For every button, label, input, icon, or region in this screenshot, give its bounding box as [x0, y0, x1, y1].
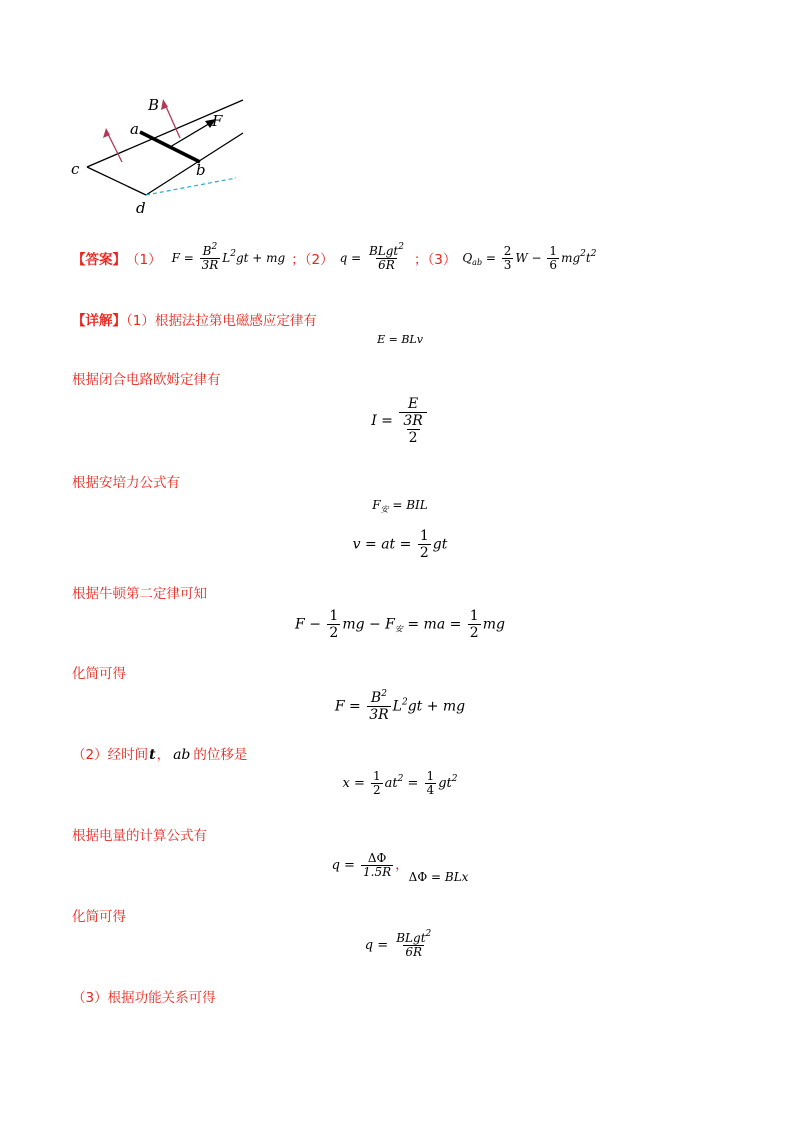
label-a: a [130, 120, 139, 138]
eq-charge-result: q = $\frac{BLgt^2}{6R}$ [364, 929, 432, 959]
answer-part-3: ；（3） [413, 252, 457, 268]
detail-text-9: （3）根据功能关系可得 [72, 990, 216, 1006]
label-b: b [196, 161, 206, 179]
eq-charge: q = $\frac{\Delta\Phi}{1.5R}$ ，ΔΦ = BLx [331, 851, 469, 884]
eq-velocity: v = at = $\frac{1}{2}$ gt [352, 528, 448, 561]
answer-tag: 【答案】 [72, 252, 126, 268]
sub-an-2: 安 [394, 624, 403, 634]
label-B: B [148, 96, 160, 114]
eq-emf: E = BLv [377, 333, 423, 346]
end-rail-cd [87, 167, 146, 195]
answer-formula-2: q = $\frac{BLgt^2}{6R}$ [339, 241, 404, 272]
eq-newton: F − $\frac{1}{2}$ mg − $F_安$ = ma = $\frac{1}{2}$ mg [295, 608, 505, 641]
detail-text-5: 化简可得 [72, 666, 126, 682]
detail-text-3: 根据安培力公式有 [72, 475, 180, 491]
upper-rail [87, 100, 243, 167]
detail-text-4: 根据牛顿第二定律可知 [72, 586, 207, 602]
detail-text-7: 根据电量的计算公式有 [72, 828, 207, 844]
label-d: d [136, 199, 146, 217]
label-F: F [212, 112, 223, 130]
answer-line [72, 238, 596, 278]
eq-displacement: x = $\frac{1}{2}$ $at^2$ = $\frac{1}{4}$ $gt^2$ [342, 769, 458, 797]
detail-text-2: 根据闭合电路欧姆定律有 [72, 372, 221, 388]
detail-tag: 【详解】 [72, 313, 126, 329]
symbol-t: t [149, 747, 156, 763]
detail-text-6c: 的位移是 [193, 747, 248, 763]
eq-current: I = $\frac{E}{\frac{3R}{2}}$ [0, 396, 800, 446]
eq-force-result: F = $\frac{B^2}{3R}$ $L^2gt$ + mg [334, 689, 466, 723]
detail-text-6a: （2）经时间 [72, 747, 149, 763]
circuit-figure [60, 90, 260, 225]
answer-part-1: （1） [126, 252, 162, 268]
answer-formula-1: F = $\frac{B^2}{3R}$ $L^2gt$ + mg [171, 241, 286, 272]
detail-text-1: （1）根据法拉第电磁感应定律有 [126, 313, 317, 329]
detail-line-1 [72, 309, 317, 329]
detail-text-8: 化简可得 [72, 909, 126, 925]
answer-formula-3: $Q_{ab}$ = $\frac{2}{3}$ W − $\frac{1}{6}$ $mg^2t^2$ [462, 243, 597, 272]
symbol-ab: ab [173, 747, 191, 763]
force-arrow [170, 122, 212, 147]
eq-ampere-force: $F_安$ = BIL [372, 498, 428, 514]
sub-an-1: 安 [380, 505, 389, 514]
label-c: c [71, 160, 80, 178]
answer-part-2: ；（2） [291, 252, 334, 268]
detail-line-6 [72, 743, 247, 763]
detail-text-6b: ， [156, 747, 171, 763]
